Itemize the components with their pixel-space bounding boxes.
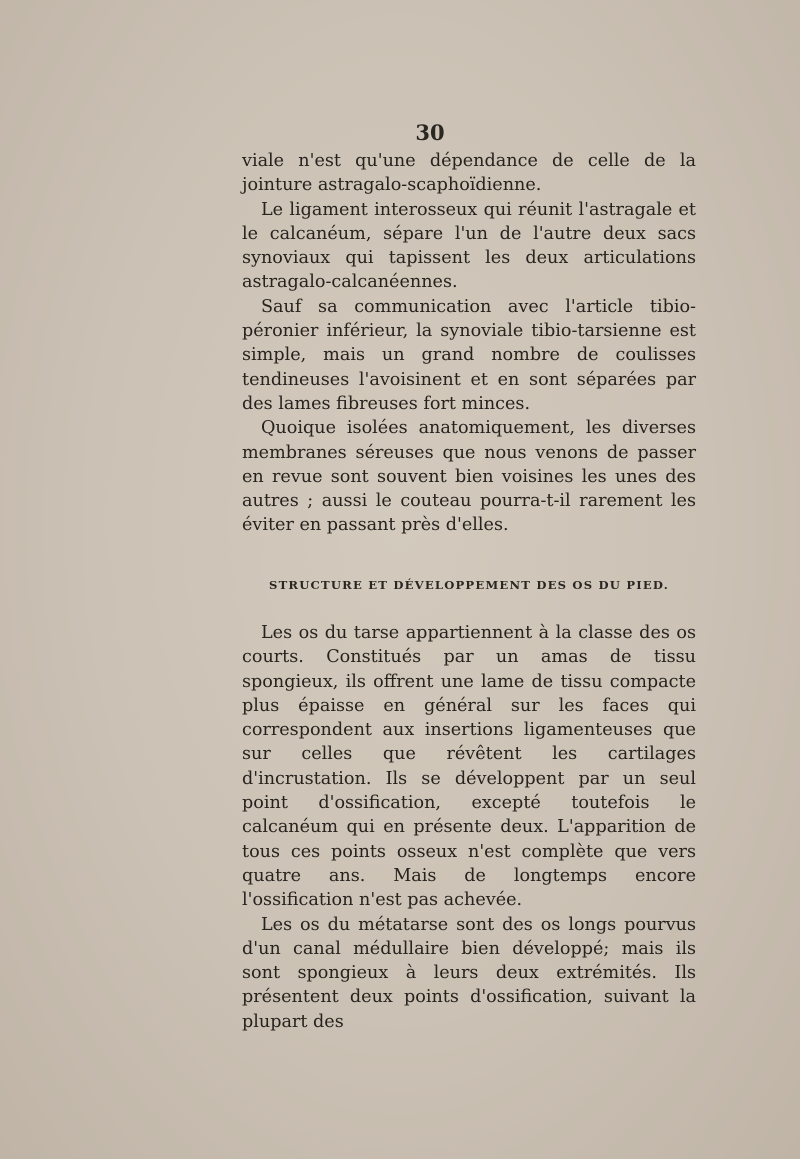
- paragraph-membranes: Quoique isolées anatomiquement, les diverses membranes séreuses que nous venons de passer en revue sont souvent bien voisines les unes des autres ; aussi le couteau pourra-t-il rarement les éviter en passant près d'elles.: [242, 418, 696, 536]
- paragraph-metatarse: Les os du métatarse sont des os longs pourvus d'un canal médullaire bien développé; mais ils sont spongieux à leurs deux extrémités. Ils présentent deux points d'ossification, suivant la plupart des: [242, 914, 696, 1032]
- section-heading: STRUCTURE ET DÉVELOPPEMENT DES OS DU PIED.: [269, 578, 669, 592]
- top-text-block: [242, 149, 696, 538]
- bottom-text-block: [242, 621, 696, 1034]
- page-number: 30: [415, 120, 445, 145]
- paragraph-continuation: viale n'est qu'une dépendance de celle de la jointure astragalo-scaphoïdienne.: [242, 151, 696, 196]
- paragraph-synoviale: Sauf sa communication avec l'article tibio-péronier inférieur, la synoviale tibio-tarsienne est simple, mais un grand nombre de coulisses tendineuses l'avoisinent et en sont séparées par des lames fibreuses fort minces.: [242, 296, 696, 414]
- paragraph-ligament: Le ligament interosseux qui réunit l'astragale et le calcanéum, sépare l'un de l'autre deux sacs synoviaux qui tapissent les deux articulations astragalo-calcanéennes.: [242, 199, 696, 293]
- paragraph-tarse: Les os du tarse appartiennent à la classe des os courts. Constitués par un amas de tissu spongieux, ils offrent une lame de tissu compacte plus épaisse en général sur les faces qui correspondent aux insertions ligamenteuses que sur celles que révêtent les cartilages d'incrustation. Ils se développent par un seul point d'ossification, excepté toutefois le calcanéum qui en présente deux. L'apparition de tous ces points osseux n'est complète que vers quatre ans. Mais de longtemps encore l'ossification n'est pas achevée.: [242, 623, 696, 911]
